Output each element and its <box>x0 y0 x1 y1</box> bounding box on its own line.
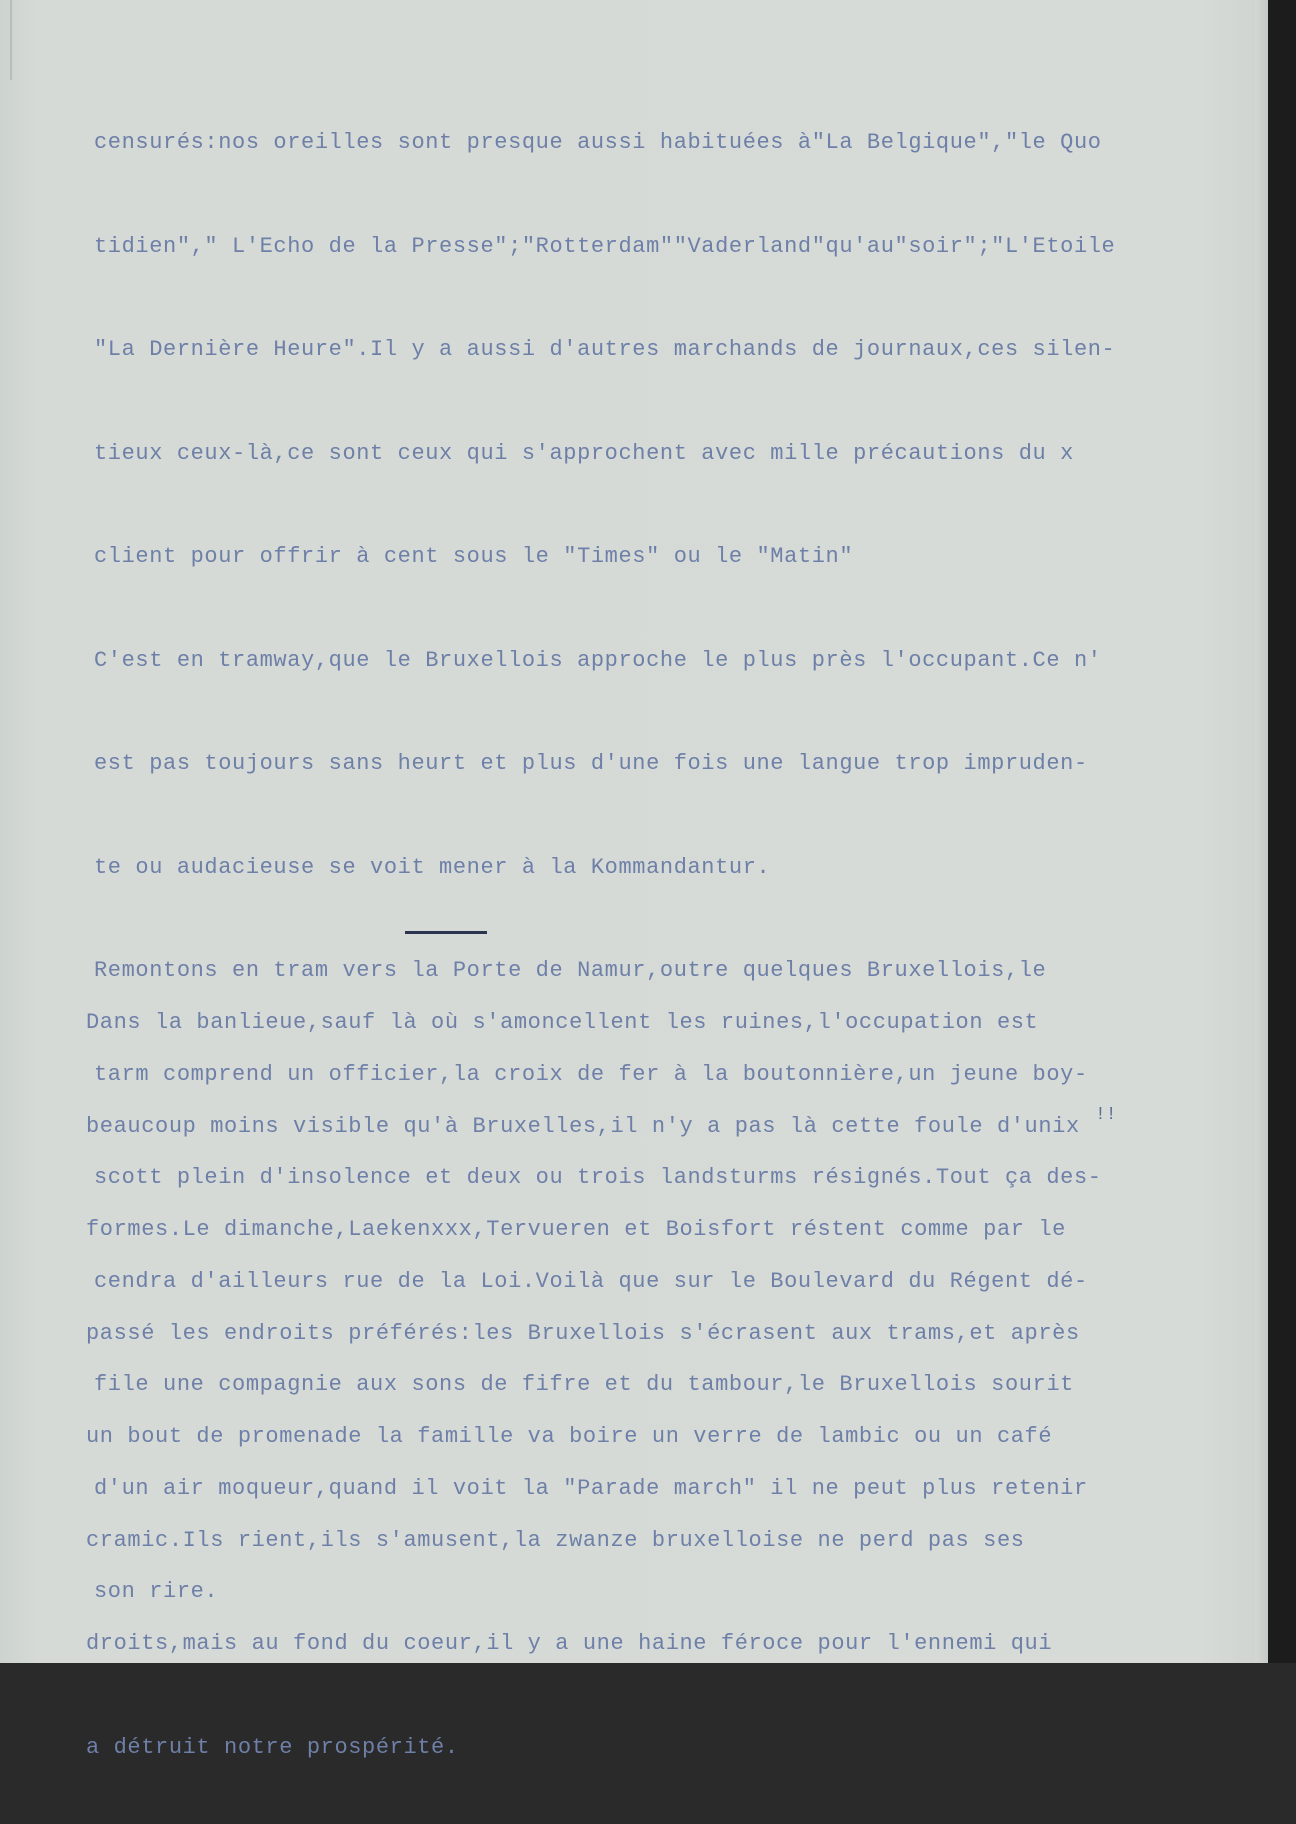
text-line: scott plein d'insolence et deux ou trois landsturms résignés.Tout ça des- <box>94 1165 1102 1190</box>
text-line: formes.Le dimanche,Laekenxxx,Tervueren et Boisfort réstent comme par le <box>86 1217 1066 1242</box>
text-line: passé les endroits préférés:les Bruxellois s'écrasent aux trams,et après <box>86 1320 1080 1346</box>
text-line: client pour offrir à cent sous le "Times" ou le "Matin" <box>94 544 854 569</box>
text-line: son rire. <box>94 1579 219 1604</box>
text-line: tarm comprend un officier,la croix de fer à la boutonnière,un jeune boy- <box>94 1061 1088 1087</box>
text-line: Dans la banlieue,sauf là où s'amoncellent les ruines,l'occupation est <box>86 1010 1039 1035</box>
section-divider <box>405 931 487 934</box>
text-line: d'un air moqueur,quand il voit la "Parade march" il ne peut plus retenir <box>94 1475 1088 1501</box>
text-line: censurés:nos oreilles sont presque aussi habituées à"La Belgique","le Quo <box>94 130 1102 155</box>
text-line: tidien"," L'Echo de la Presse";"Rotterdam""Vaderland"qu'au"soir";"L'Etoile <box>94 233 1116 259</box>
text-line: "La Dernière Heure".Il y a aussi d'autres marchands de journaux,ces silen- <box>94 337 1116 362</box>
text-line: est pas toujours sans heurt et plus d'une fois une langue trop impruden- <box>94 751 1088 776</box>
text-line: beaucoup moins visible qu'à Bruxelles,il n'y a pas là cette foule d'unix <box>86 1113 1080 1139</box>
paper-fold-line <box>10 0 12 80</box>
text-line: tieux ceux-là,ce sont ceux qui s'approchent avec mille précautions du x <box>94 440 1074 466</box>
text-line: file une compagnie aux sons de fifre et du tambour,le Bruxellois sourit <box>94 1372 1074 1397</box>
paragraph-2 <box>86 946 1080 1824</box>
text-line: droits,mais au fond du coeur,il y a une haine féroce pour l'ennemi qui <box>86 1631 1053 1656</box>
text-line: Remontons en tram vers la Porte de Namur,outre quelques Bruxellois,le <box>94 958 1047 983</box>
text-line: cramic.Ils rient,ils s'amusent,la zwanze bruxelloise ne perd pas ses <box>86 1527 1025 1553</box>
text-line: cendra d'ailleurs rue de la Loi.Voilà que sur le Boulevard du Régent dé- <box>94 1268 1088 1294</box>
text-line: C'est en tramway,que le Bruxellois approche le plus près l'occupant.Ce n' <box>94 647 1102 673</box>
background-edge <box>1268 0 1296 1663</box>
text-line: te ou audacieuse se voit mener à la Kommandantur. <box>94 854 771 880</box>
text-line: un bout de promenade la famille va boire un verre de lambic ou un café <box>86 1424 1053 1449</box>
text-line: a détruit notre prospérité. <box>86 1734 459 1760</box>
page-edge <box>1255 0 1268 1663</box>
handwritten-margin-mark: !! <box>1095 1105 1117 1125</box>
